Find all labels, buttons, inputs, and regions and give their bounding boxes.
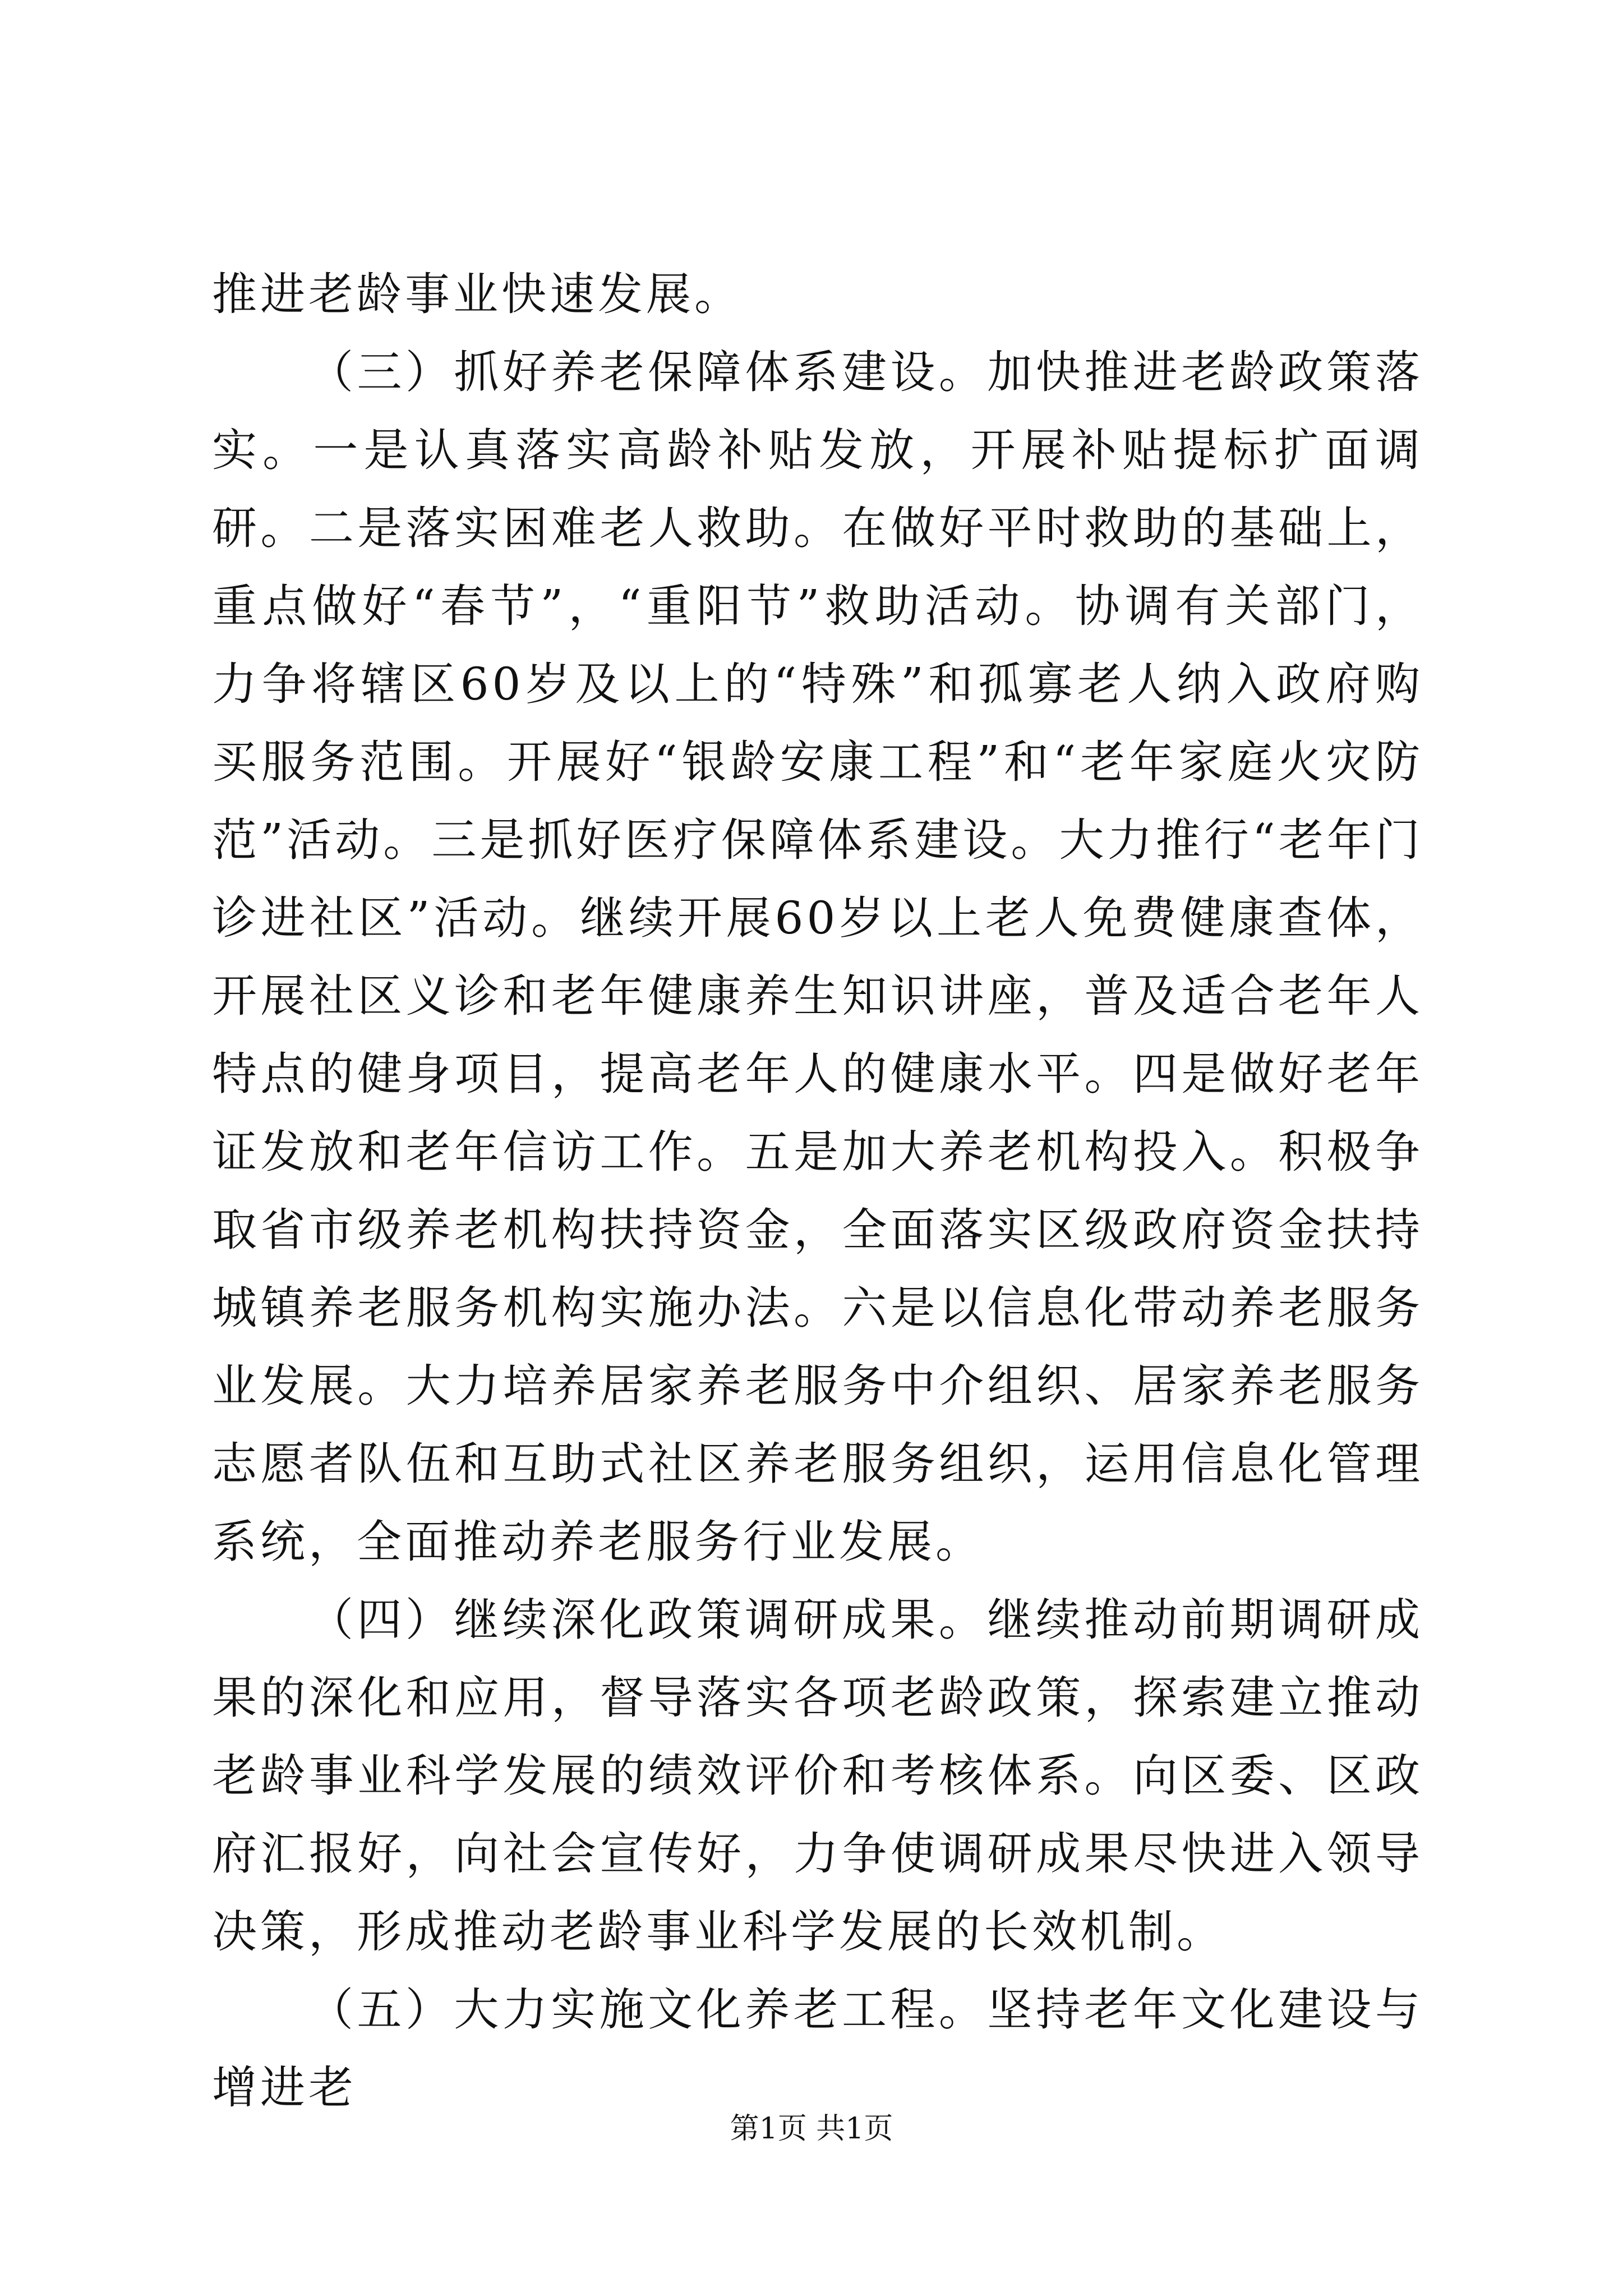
paragraph-section-4: （四）继续深化政策调研成果。继续推动前期调研成果的深化和应用，督导落实各项老龄政策，探索建立推动老龄事业科学发展的绩效评价和考核体系。向区委、区政府汇报好，向社会宣传好，力争使调研成果尽快进入领导决策，形成推动老龄事业科学发展的长效机制。 — [212, 1594, 1423, 1958]
page-footer: 第1页 共1页 — [730, 2112, 893, 2146]
paragraph-continuation: 推进老龄事业快速发展。 — [212, 268, 743, 320]
paragraph-section-5: （五）大力实施文化养老工程。坚持老年文化建设与增进老 — [212, 1984, 1423, 2114]
document-body — [212, 255, 1423, 2127]
paragraph-section-3: （三）抓好养老保障体系建设。加快推进老龄政策落实。一是认真落实高龄补贴发放，开展补贴提标扩面调研。二是落实困难老人救助。在做好平时救助的基础上，重点做好“春节”，“重阳节”救助活动。协调有关部门，力争将辖区60岁及以上的“特殊”和孤寡老人纳入政府购买服务范围。开展好“银龄安康工程”和“老年家庭火灾防范”活动。三是抓好医疗保障体系建设。大力推行“老年门诊进社区”活动。继续开展60岁以上老人免费健康查体，开展社区义诊和老年健康养生知识讲座，普及适合老年人特点的健身项目，提高老年人的健康水平。四是做好老年证发放和老年信访工作。五是加大养老机构投入。积极争取省市级养老机构扶持资金，全面落实区级政府资金扶持城镇养老服务机构实施办法。六是以信息化带动养老服务业发展。大力培养居家养老服务中介组织、居家养老服务志愿者队伍和互助式社区养老服务组织，运用信息化管理系统，全面推动养老服务行业发展。 — [212, 346, 1423, 1568]
